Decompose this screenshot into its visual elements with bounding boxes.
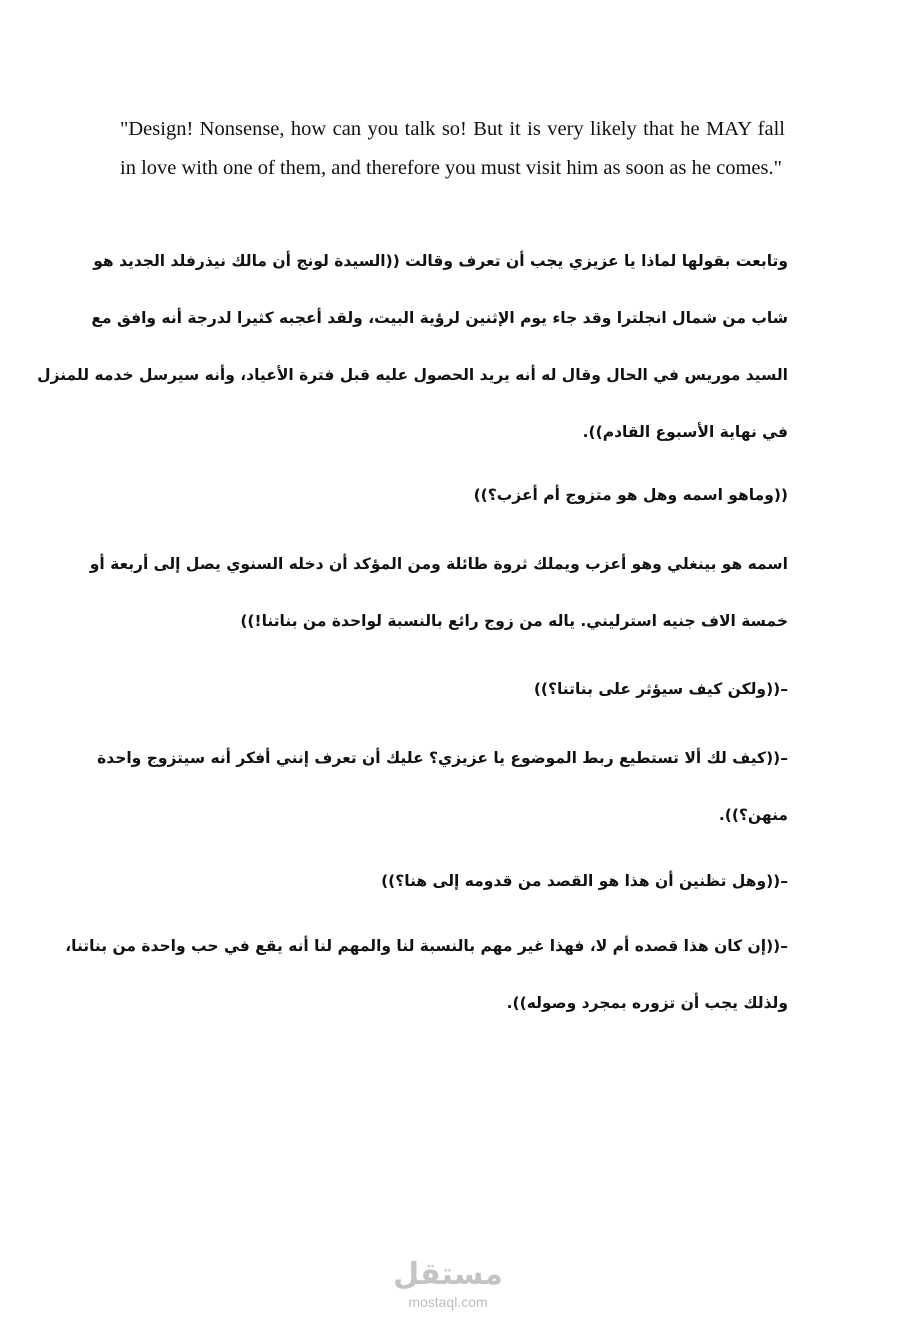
english-quote-paragraph: "Design! Nonsense, how can you talk so! But it is very likely that he MAY fall in love with one of them, and therefore you must visit him as soon as he comes." (120, 118, 785, 179)
arabic-line: –((كيف لك ألا تستطيع ربط الموضوع يا عزيزي؟ عليك أن تعرف إنني أفكر أنه سيتزوج واحدة (97, 749, 788, 767)
arabic-paragraph-7 (65, 918, 788, 1032)
arabic-paragraph-4 (118, 661, 788, 718)
mostaql-watermark (368, 1256, 528, 1316)
arabic-line: –((وهل تظنين أن هذا هو القصد من قدومه إلى هنا؟)) (381, 872, 788, 890)
arabic-paragraph-2 (118, 467, 788, 524)
arabic-line: –((إن كان هذا قصده أم لا، فهذا غير مهم بالنسبة لنا والمهم لنا أنه يقع في حب واحدة من بناتنا، (65, 937, 788, 955)
arabic-line: –((ولكن كيف سيؤثر على بناتنا؟)) (533, 680, 788, 698)
arabic-paragraph-3 (89, 536, 788, 650)
arabic-line: ((وماهو اسمه وهل هو متزوج أم أعزب؟)) (473, 486, 788, 504)
arabic-paragraph-5 (97, 730, 788, 844)
arabic-line: شاب من شمال انجلترا وقد جاء يوم الإثنين لرؤية البيت، ولقد أعجبه كثيرا لدرجة أنه وافق مع (91, 309, 788, 327)
mostaql-logo: مستقل (393, 1257, 503, 1292)
mostaql-url: mostaql.com (408, 1294, 488, 1310)
arabic-line: ولذلك يجب أن تزوره بمجرد وصوله)). (506, 994, 788, 1012)
arabic-paragraph-1 (37, 233, 788, 461)
arabic-line: السيد موريس في الحال وقال له أنه يريد الحصول عليه قبل فترة الأعياد، وأنه سيرسل خدمه للمنزل (37, 366, 788, 384)
arabic-line: منهن؟)). (718, 806, 788, 824)
arabic-line: خمسة الاف جنيه استرليني. ياله من زوج رائع بالنسبة لواحدة من بناتنا!)) (240, 612, 788, 630)
arabic-line: وتابعت بقولها لماذا يا عزيزي يجب أن تعرف وقالت ((السيدة لونج أن مالك نيذرفلد الجديد هو (93, 252, 788, 270)
arabic-line: اسمه هو بينغلي وهو أعزب ويملك ثروة طائلة ومن المؤكد أن دخله السنوي يصل إلى أربعة أو (89, 555, 788, 573)
arabic-line: في نهاية الأسبوع القادم)). (582, 423, 788, 441)
arabic-paragraph-6 (118, 853, 788, 910)
